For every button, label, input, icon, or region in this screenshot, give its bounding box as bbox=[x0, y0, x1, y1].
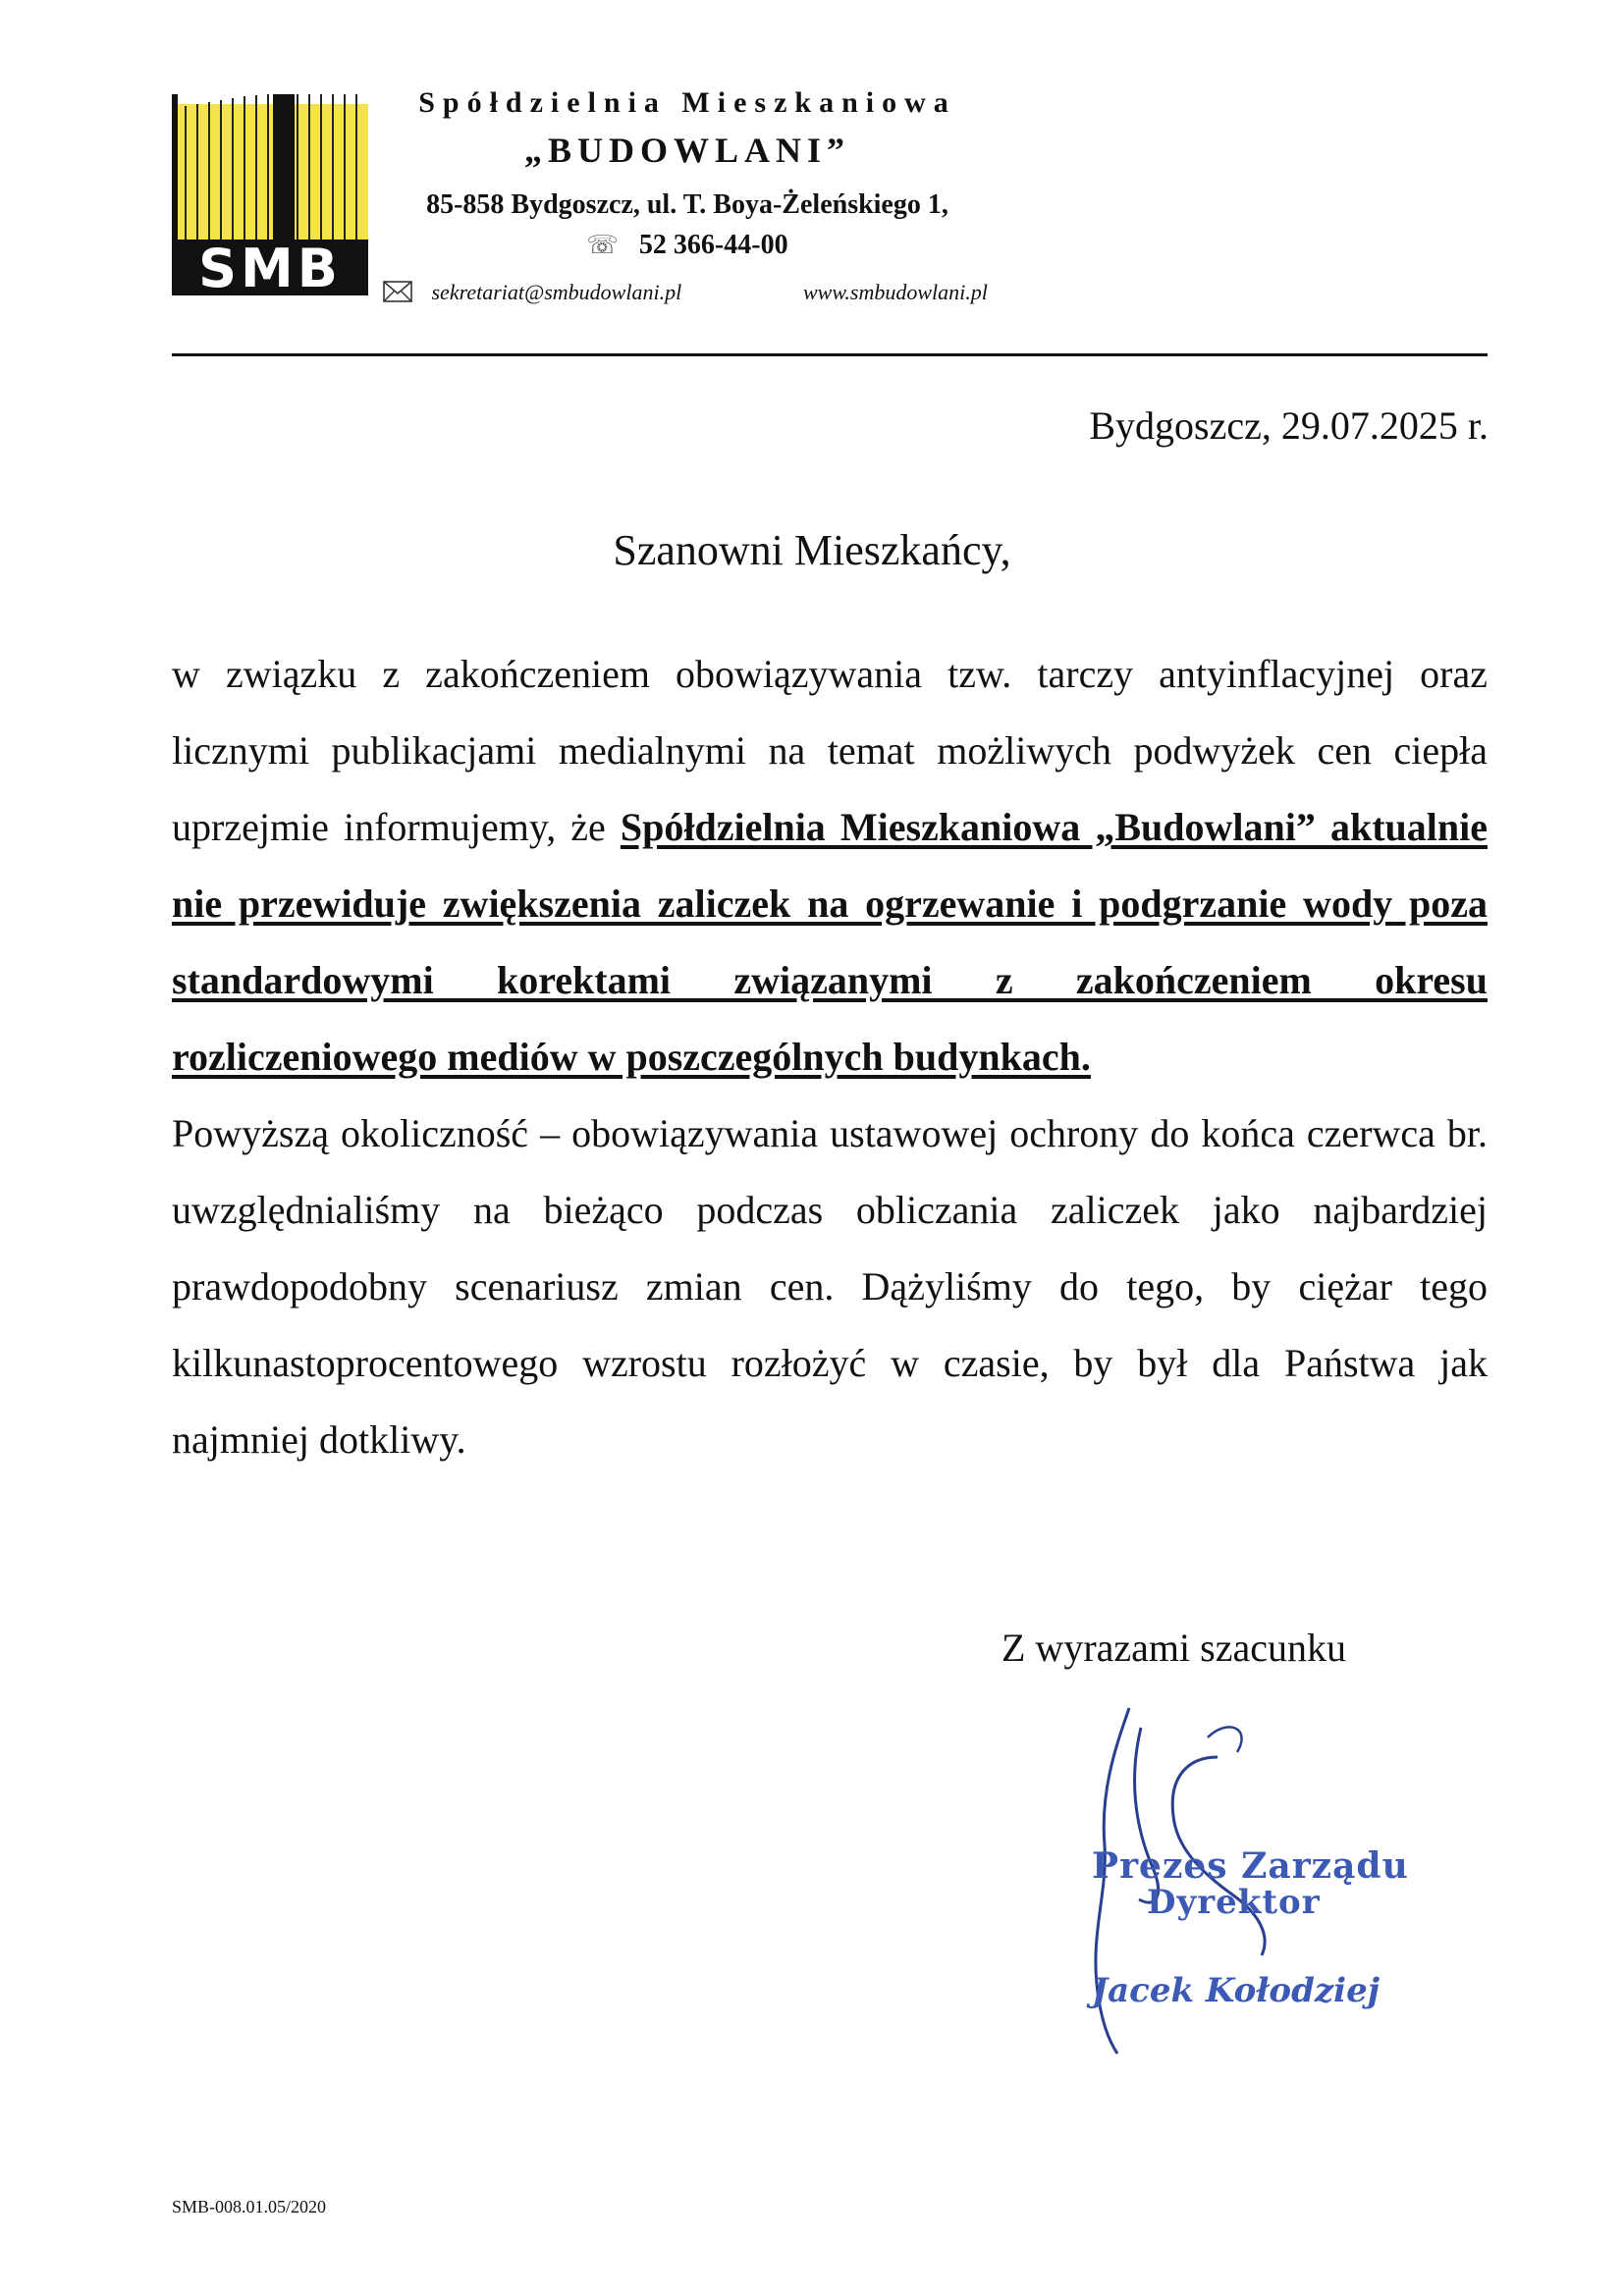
paragraph-1 bbox=[172, 636, 1488, 1095]
stamp-role: Dyrektor bbox=[1147, 1883, 1321, 1922]
organization-address: 85-858 Bydgoszcz, ul. T. Boya-Żeleńskiego 1, bbox=[426, 189, 948, 220]
paragraph-1-intro: w związku z zakończeniem obowiązywania tzw. tarczy antyinflacyjnej oraz licznymi publikacjami medialnymi na temat możliwych podwyżek cen ciepła uprzejmie informujemy, że bbox=[172, 652, 1488, 849]
website-link[interactable]: www.smbudowlani.pl bbox=[803, 280, 988, 304]
logo-text: SMB bbox=[198, 238, 342, 295]
salutation: Szanowni Mieszkańcy, bbox=[613, 526, 1011, 574]
letter-date: Bydgoszcz, 29.07.2025 r. bbox=[1089, 403, 1489, 448]
stamp-name: Jacek Kołodziej bbox=[1092, 1971, 1380, 2010]
stamp-title: Prezes Zarządu bbox=[1092, 1845, 1409, 1887]
letter-body bbox=[172, 636, 1488, 1478]
organization-brand: „BUDOWLANI” bbox=[523, 131, 851, 170]
paragraph-2: Powyższą okoliczność – obowiązywania ustawowej ochrony do końca czerwca br. uwzględnialiśmy na bieżąco podczas obliczania zaliczek jako najbardziej prawdopodobny scenariusz zmian cen. Dążyliśmy do tego, by ciężar tego kilkunastoprocentowego wzrostu rozłożyć w czasie, by był dla Państwa jak najmniej dotkliwy. bbox=[172, 1111, 1488, 1462]
smb-logo bbox=[172, 94, 368, 295]
phone-number[interactable]: 52 366-44-00 bbox=[638, 230, 788, 260]
organization-phone bbox=[373, 230, 1001, 261]
paragraph-1-bold: Spółdzielnia Mieszkaniowa „Budowlani” aktualnie nie przewiduje zwiększenia zaliczek na ogrzewanie i podgrzanie wody poza standardowymi korektami związanymi z zakończeniem okresu rozliczeniowego mediów w poszczególnych budynkach. bbox=[172, 805, 1488, 1079]
closing: Z wyrazami szacunku bbox=[1001, 1626, 1346, 1670]
document-code: SMB-008.01.05/2020 bbox=[172, 2197, 327, 2216]
contact-line bbox=[383, 280, 1011, 305]
organization-name: Spółdzielnia Mieszkaniowa bbox=[418, 86, 956, 119]
header-divider bbox=[172, 353, 1488, 356]
email-link[interactable]: sekretariat@smbudowlani.pl bbox=[431, 280, 682, 304]
phone-icon: ☏ bbox=[586, 231, 619, 259]
envelope-icon bbox=[383, 281, 412, 302]
